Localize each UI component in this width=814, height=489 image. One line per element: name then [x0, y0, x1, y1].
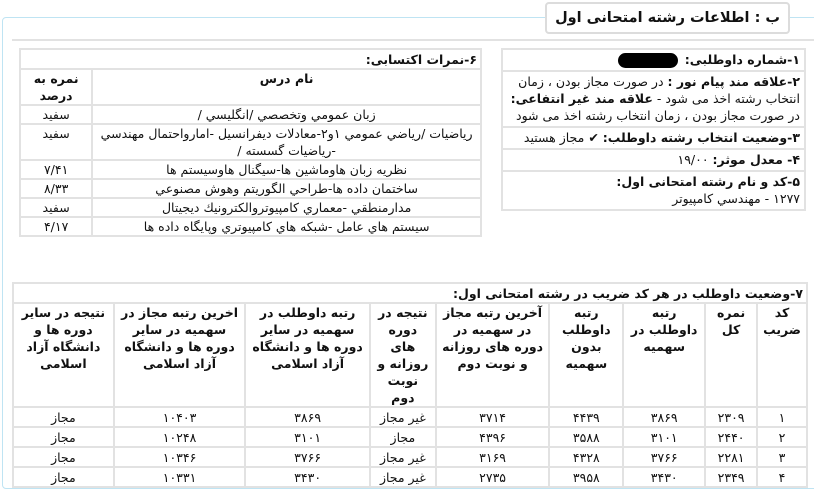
cell-result-day: غیر مجاز: [370, 467, 436, 487]
cell-total-score: ۲۳۴۹: [705, 467, 757, 487]
table-row: [13, 447, 807, 467]
gpa-label: ۴- معدل موثر:: [712, 152, 800, 167]
interest-non-profit-label: علاقه مند غیر انتفاعی:: [510, 91, 653, 106]
table-row: [20, 160, 481, 179]
header-last-rank-day: آخرین رتبه مجاز در سهمیه در دوره های روزانه و نوبت دوم: [436, 303, 550, 407]
grades-table: [19, 48, 482, 237]
grades-caption: ۶-نمرات اکتسابی:: [20, 49, 481, 69]
cell-total-score: ۲۳۰۹: [705, 407, 757, 427]
cell-total-score: ۲۲۸۱: [705, 447, 757, 467]
cell-result-other: مجاز: [13, 467, 114, 487]
header-result-day: نتیجه در دوره های روزانه و نوبت دوم: [370, 303, 436, 407]
cell-last-rank-day: ۳۷۱۴: [436, 407, 550, 427]
course-name: سيستم هاي عامل -شبکه هاي کامپيوتري وپايگاه داده ها: [92, 217, 481, 236]
cell-total-score: ۲۴۴۰: [705, 427, 757, 447]
cell-rank-other: ۳۸۶۹: [245, 407, 370, 427]
cell-coefficient-code: ۱: [757, 407, 807, 427]
header-last-rank-other: اخرین رتبه مجاز در سهمیه در سایر دوره ها و دانشگاه آزاد اسلامی: [114, 303, 246, 407]
course-percent: ۴/۱۷: [20, 217, 92, 236]
section-title: ب : اطلاعات رشته امتحانی اول: [545, 2, 790, 34]
selection-status-row: [503, 128, 804, 150]
table-row: [20, 198, 481, 217]
cell-rank-in-quota: ۳۷۶۶: [623, 447, 705, 467]
cell-result-other: مجاز: [13, 407, 114, 427]
header-coefficient-code: کد ضریب: [757, 303, 807, 407]
course-name: زبان عمومي وتخصصي /انگليسي /: [92, 105, 481, 124]
table-row: [20, 124, 481, 160]
header-rank-other: رتبه داوطلب در سهمیه در سایر دوره ها و دانشگاه آزاد اسلامی: [245, 303, 370, 407]
selection-status-label: ۳-وضعیت انتخاب رشته داوطلب:: [602, 130, 800, 145]
header-rank-no-quota: رتبه داوطلب بدون سهمیه: [549, 303, 623, 407]
cell-rank-no-quota: ۳۹۵۸: [549, 467, 623, 487]
cell-coefficient-code: ۲: [757, 427, 807, 447]
cell-rank-other: ۳۴۳۰: [245, 467, 370, 487]
selection-status-value: مجاز هستید: [523, 130, 585, 145]
interest-payam-noor-text: در صورت مجاز بودن ، زمان انتخاب رشته اخذ می شود -: [518, 74, 800, 106]
gpa-value: ۱۹/۰۰: [677, 152, 709, 167]
cell-coefficient-code: ۴: [757, 467, 807, 487]
interest-non-profit-text: در صورت مجاز بودن ، زمان انتخاب رشته اخذ می شود: [516, 108, 800, 123]
candidate-number-row: [503, 50, 804, 72]
cell-last-rank-other: ۱۰۲۴۸: [114, 427, 246, 447]
cell-rank-no-quota: ۴۴۳۹: [549, 407, 623, 427]
cell-last-rank-other: ۱۰۴۰۳: [114, 407, 246, 427]
cell-rank-no-quota: ۴۳۲۸: [549, 447, 623, 467]
table-row: [20, 217, 481, 236]
table-row: [20, 179, 481, 198]
header-result-other: نتیجه در سایر دوره ها و دانشگاه آزاد اسلامی: [13, 303, 114, 407]
candidate-number-label: ۱-شماره داوطلبی:: [684, 52, 800, 67]
table-row: [13, 467, 807, 487]
interest-payam-noor-label: ۲-علاقه مند پیام نور :: [667, 74, 800, 89]
cell-result-other: مجاز: [13, 427, 114, 447]
header-percent: نمره به درصد: [20, 69, 92, 105]
cell-last-rank-other: ۱۰۳۴۶: [114, 447, 246, 467]
cell-rank-no-quota: ۳۵۸۸: [549, 427, 623, 447]
table-row: [13, 407, 807, 427]
cell-rank-other: ۳۱۰۱: [245, 427, 370, 447]
table-row: [13, 427, 807, 447]
course-name: رياضيات /رياضي عمومي ۱و۲-معادلات ديفرانسيل -امارواحتمال مهندسي -رياضيات گسسته /: [92, 124, 481, 160]
section-divider: [12, 39, 814, 41]
interest-row: [503, 72, 804, 128]
cell-rank-in-quota: ۳۴۳۰: [623, 467, 705, 487]
cell-rank-in-quota: ۳۱۰۱: [623, 427, 705, 447]
candidate-info-box: [501, 48, 806, 211]
course-percent: ۷/۴۱: [20, 160, 92, 179]
course-name: ساختمان داده ها-طراحي الگوريتم وهوش مصنوعي: [92, 179, 481, 198]
field-value: ۱۲۷۷ - مهندسي کامپيوتر: [672, 191, 800, 206]
course-name: نظريه زبان هاوماشين ها-سيگنال هاوسيستم ها: [92, 160, 481, 179]
gpa-row: [503, 150, 804, 172]
cell-result-day: مجاز: [370, 427, 436, 447]
header-course: نام درس: [92, 69, 481, 105]
field-label: ۵-کد و نام رشته امتحانی اول:: [616, 174, 800, 189]
cell-last-rank-day: ۲۷۳۵: [436, 467, 550, 487]
checkmark-icon: ✔: [588, 130, 599, 145]
course-percent: ۸/۳۳: [20, 179, 92, 198]
course-percent: سفید: [20, 198, 92, 217]
cell-result-day: غیر مجاز: [370, 407, 436, 427]
cell-rank-other: ۳۷۶۶: [245, 447, 370, 467]
field-row: [503, 172, 804, 209]
status-caption: ۷-وضعیت داوطلب در هر کد ضریب در رشته امتحانی اول:: [13, 283, 807, 303]
cell-coefficient-code: ۳: [757, 447, 807, 467]
status-table: [12, 282, 808, 488]
cell-last-rank-day: ۳۱۶۹: [436, 447, 550, 467]
redacted-candidate-number: [618, 53, 678, 68]
course-percent: سفید: [20, 124, 92, 160]
header-rank-in-quota: رتبه داوطلب در سهمیه: [623, 303, 705, 407]
header-total-score: نمره کل: [705, 303, 757, 407]
table-row: [20, 105, 481, 124]
cell-last-rank-day: ۴۳۹۶: [436, 427, 550, 447]
cell-result-day: غیر مجاز: [370, 447, 436, 467]
course-percent: سفید: [20, 105, 92, 124]
cell-last-rank-other: ۱۰۳۳۱: [114, 467, 246, 487]
cell-rank-in-quota: ۳۸۶۹: [623, 407, 705, 427]
course-name: مدارمنطقي -معماري کامپيوتروالکترونيك ديجيتال: [92, 198, 481, 217]
cell-result-other: مجاز: [13, 447, 114, 467]
